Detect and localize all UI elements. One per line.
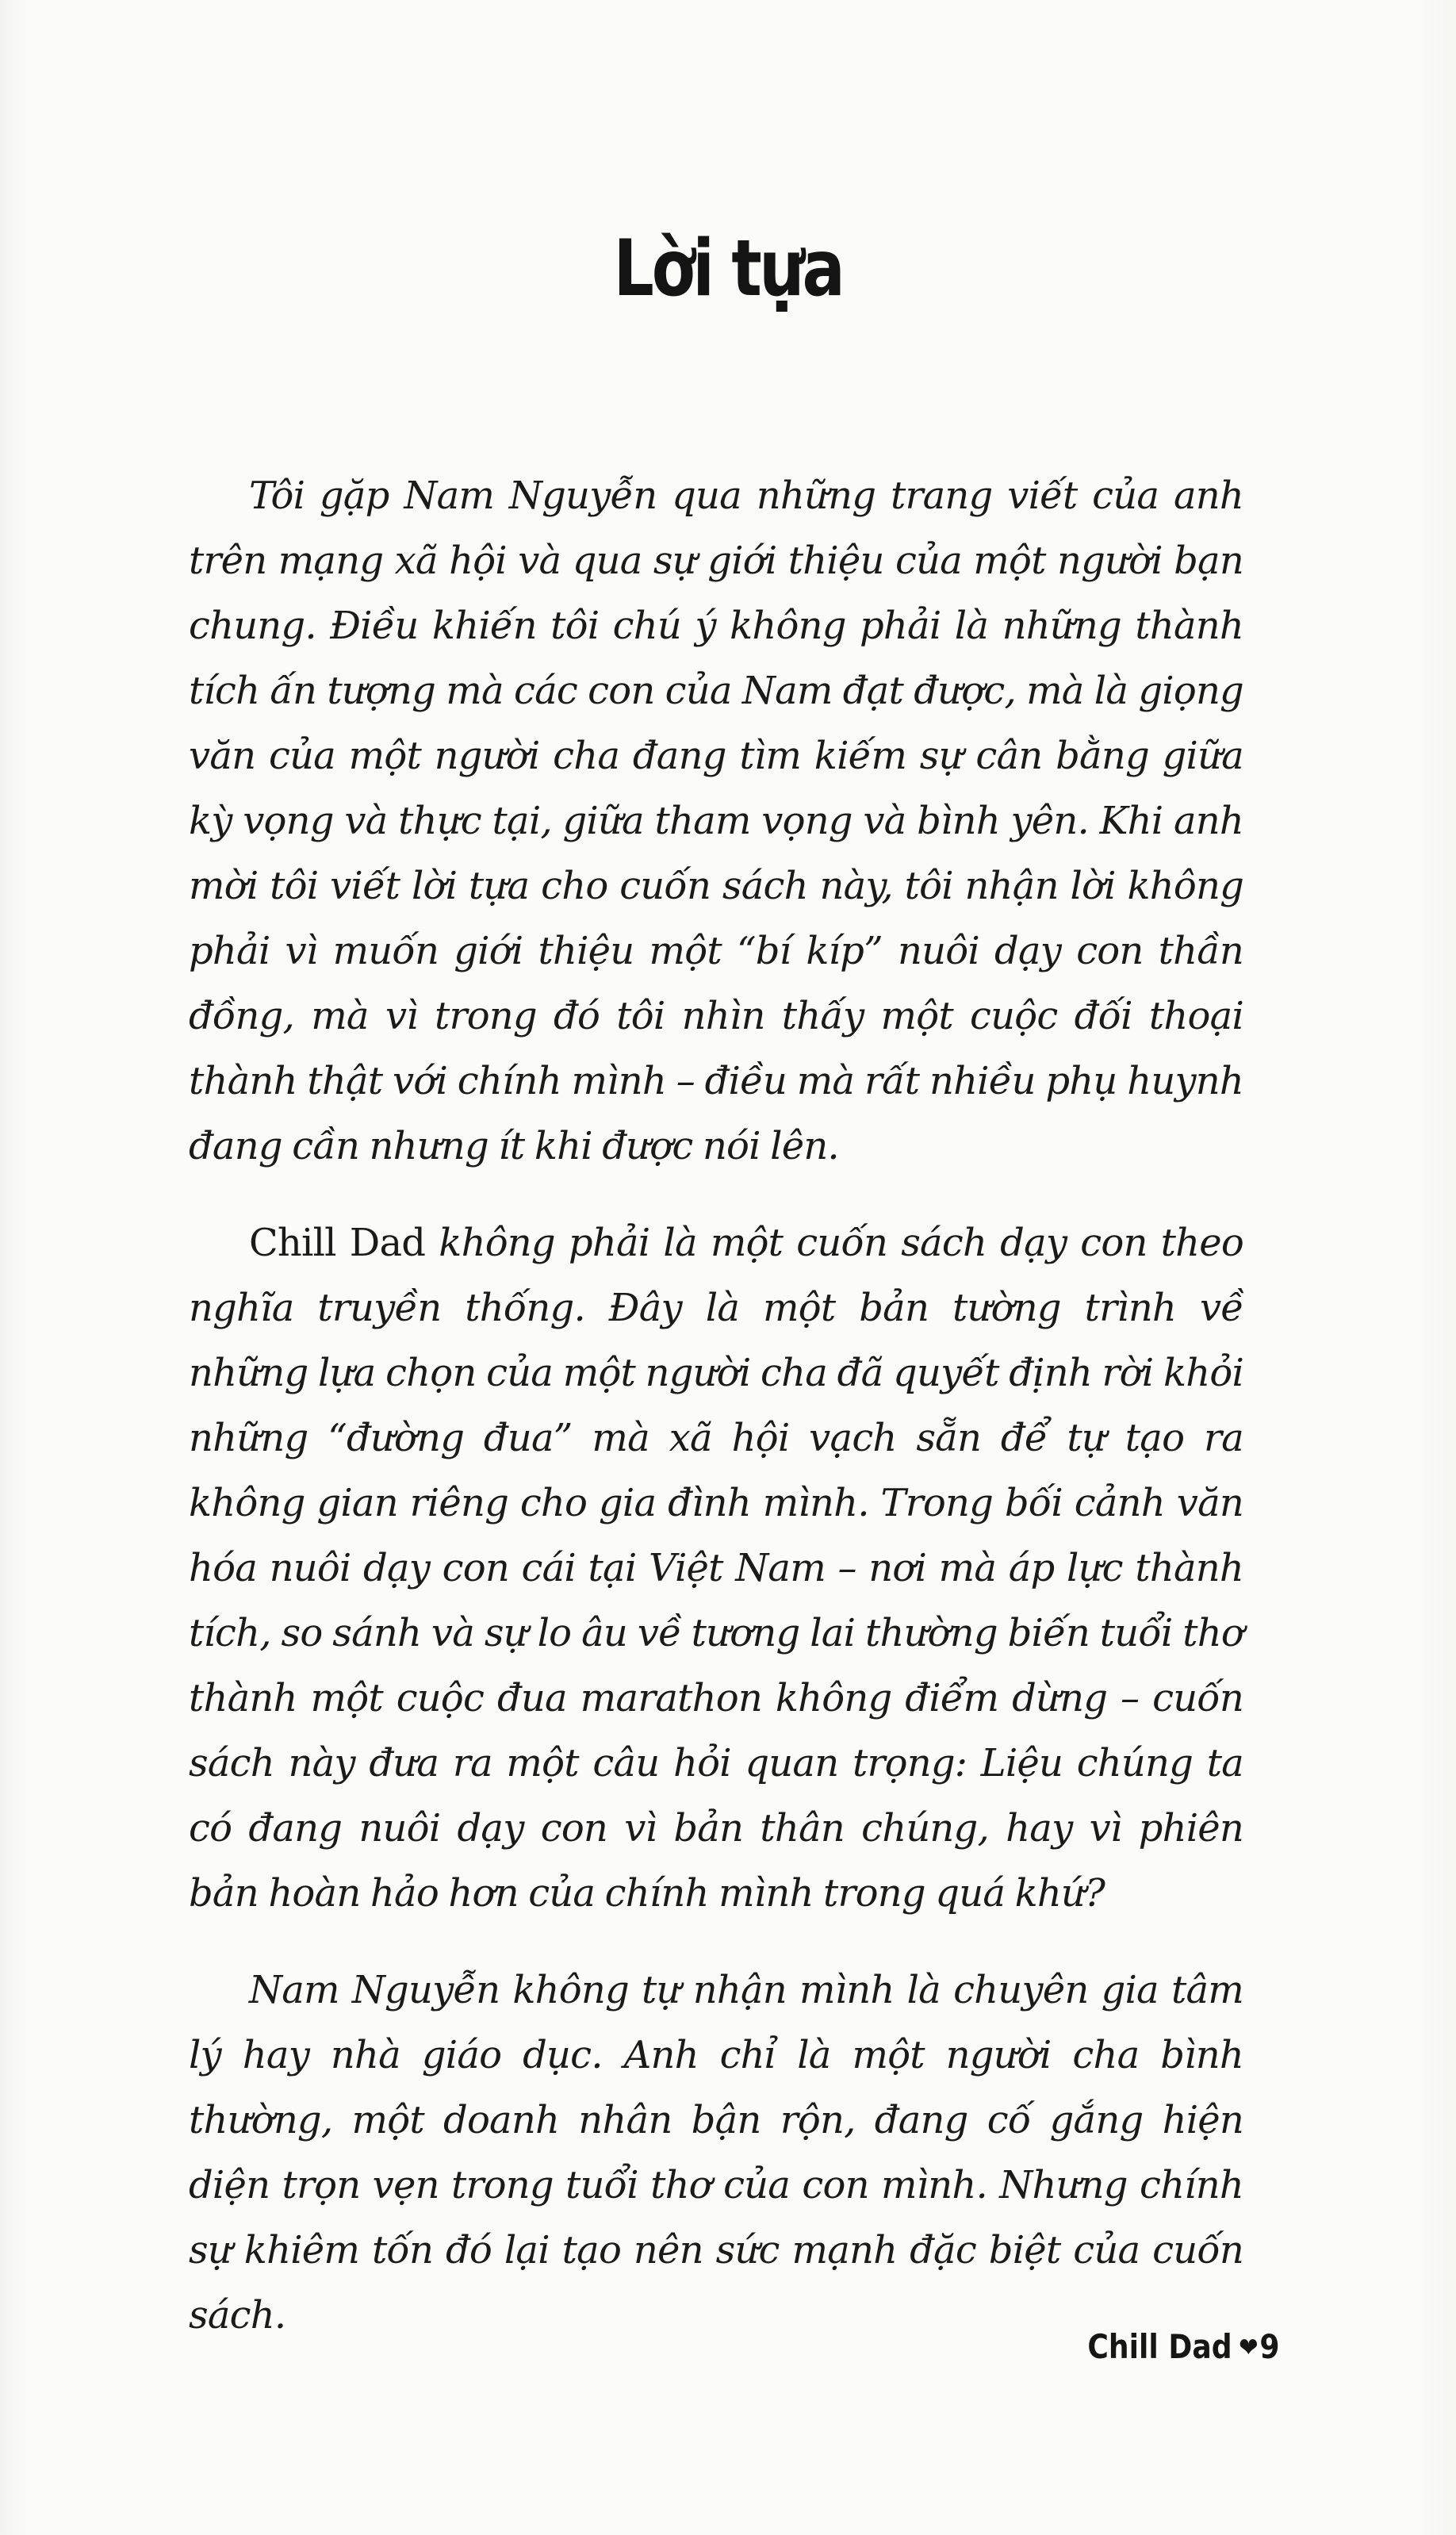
- footer-book-title: Chill Dad: [1087, 2327, 1233, 2366]
- paragraph-3: [189, 1958, 1243, 2348]
- page-title: Lời tựa: [613, 224, 843, 314]
- paragraph-2-text: không phải là một cuốn sách dạy con theo nghĩa truyền thống. Đây là một bản tường trình về những lựa chọn của một người cha đã quyết định rời khỏi những “đường đua” mà xã hội vạch sẵn để tự tạo ra không gian riêng cho gia đình mình. Trong bối cảnh văn hóa nuôi dạy con cái tại Việt Nam – nơi mà áp lực thành tích, so sánh và sự lo âu về tương lai thường biến tuổi thơ thành một cuộc đua marathon không điểm dừng – cuốn sách này đưa ra một câu hỏi quan trọng: Liệu chúng ta có đang nuôi dạy con vì bản thân chúng, hay vì phiên bản hoàn hảo hơn của chính mình trong quá khứ?: [189, 1221, 1243, 1916]
- body-text: [189, 463, 1243, 2380]
- paragraph-2: [189, 1210, 1243, 1926]
- paragraph-3-text: Nam Nguyễn không tự nhận mình là chuyên gia tâm lý hay nhà giáo dục. Anh chỉ là một người cha bình thường, một doanh nhân bận rộn, đang cố gắng hiện diện trọn vẹn trong tuổi thơ của con mình. Nhưng chính sự khiêm tốn đó lại tạo nên sức mạnh đặc biệt của cuốn sách.: [189, 1968, 1243, 2337]
- paragraph-2-lead: Chill Dad: [249, 1221, 439, 1265]
- page-number: 9: [1259, 2327, 1280, 2366]
- paragraph-1: [189, 463, 1243, 1179]
- page-footer: [1088, 2327, 1280, 2366]
- paragraph-1-text: Tôi gặp Nam Nguyễn qua những trang viết của anh trên mạng xã hội và qua sự giới thiệu của một người bạn chung. Điều khiến tôi chú ý không phải là những thành tích ấn tượng mà các con của Nam đạt được, mà là giọng văn của một người cha đang tìm kiếm sự cân bằng giữa kỳ vọng và thực tại, giữa tham vọng và bình yên. Khi anh mời tôi viết lời tựa cho cuốn sách này, tôi nhận lời không phải vì muốn giới thiệu một “bí kíp” nuôi dạy con thần đồng, mà vì trong đó tôi nhìn thấy một cuộc đối thoại thành thật với chính mình – điều mà rất nhiều phụ huynh đang cần nhưng ít khi được nói lên.: [189, 474, 1243, 1168]
- heart-icon: ❤: [1239, 2332, 1259, 2364]
